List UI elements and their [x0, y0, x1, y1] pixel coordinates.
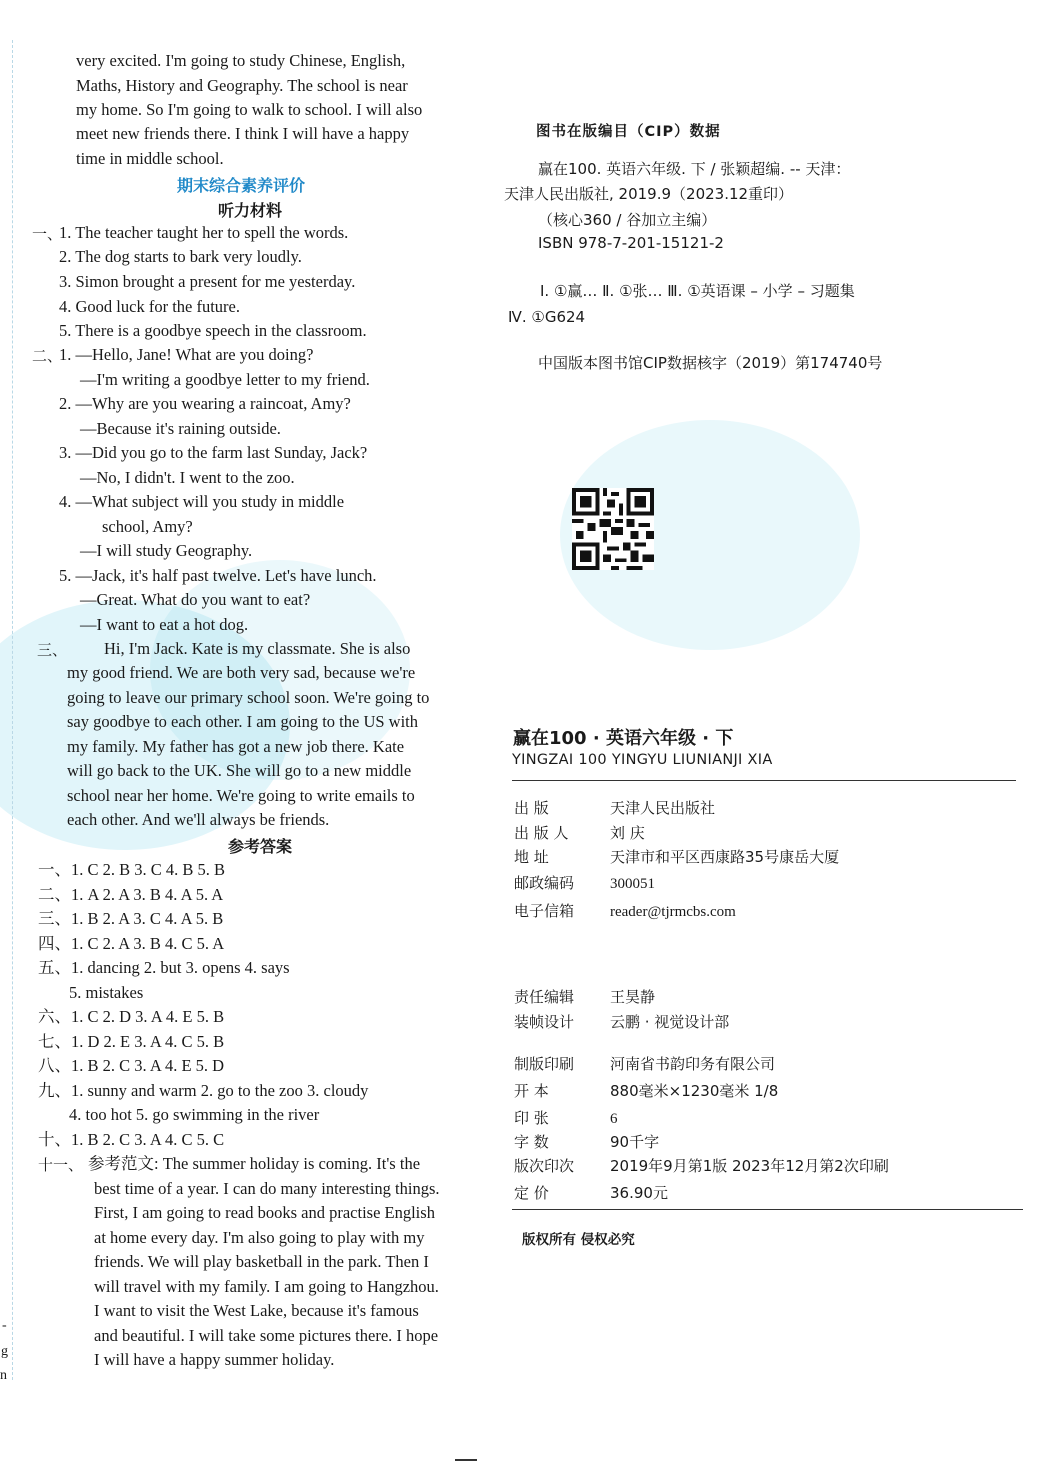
imprint-row: 字 数 90千字 — [514, 1133, 660, 1151]
answer-line: 一、1. C 2. B 3. C 4. B 5. B — [38, 860, 226, 879]
imprint-row: 电子信箱 reader@tjrmcbs.com — [514, 902, 736, 920]
dialogue-line: school, Amy? — [102, 517, 193, 536]
margin-fragment: g — [1, 1344, 8, 1359]
prev-passage-line: my home. So I'm going to walk to school. I will also — [76, 100, 423, 119]
answer-line: 四、1. C 2. A 3. B 4. C 5. A — [38, 934, 225, 953]
dialogue-line: —I'm writing a goodbye letter to my friend. — [80, 370, 370, 389]
answers-title: 参考答案 — [228, 837, 293, 856]
passage-line: will go back to the UK. She will go to a new middle — [67, 761, 412, 780]
answer-line: 5. mistakes — [69, 983, 144, 1002]
essay-line: I will have a happy summer holiday. — [94, 1350, 335, 1369]
imprint-row: 出 版 天津人民出版社 — [514, 799, 716, 817]
passage-line: Hi, I'm Jack. Kate is my classmate. She is also — [104, 639, 411, 658]
part-marker: 三、 — [37, 641, 68, 659]
cip-line: 天津人民出版社, 2019.9（2023.12重印） — [504, 185, 794, 203]
essay-line: friends. We will play basketball in the park. Then I — [94, 1252, 429, 1271]
cip-line: （核心360 / 谷加立主编） — [538, 211, 717, 229]
dialogue-line: —Great. What do you want to eat? — [80, 590, 311, 609]
dialogue-line: —I will study Geography. — [80, 541, 253, 560]
answer-line: 八、1. B 2. C 3. A 4. E 5. D — [38, 1056, 225, 1075]
essay-line: First, I am going to read books and practise English — [94, 1203, 435, 1222]
essay-line: best time of a year. I can do many interesting things. — [94, 1179, 440, 1198]
essay-line: 参考范文: The summer holiday is coming. It's the — [88, 1154, 421, 1173]
book-title-pinyin: YINGZAI 100 YINGYU LIUNIANJI XIA — [512, 752, 773, 768]
margin-fragment: n — [0, 1368, 7, 1383]
cip-line: 赢在100. 英语六年级. 下 / 张颖超编. -- 天津： — [538, 160, 851, 178]
answer-line: 4. too hot 5. go swimming in the river — [69, 1105, 320, 1124]
imprint-row: 邮政编码 300051 — [514, 874, 655, 892]
passage-line: each other. And we'll always be friends. — [67, 810, 330, 829]
passage-line: my good friend. We are both very sad, because we're — [67, 663, 416, 682]
essay-line: at home every day. I'm also going to play with my — [94, 1228, 425, 1247]
imprint-row: 印 张 6 — [514, 1109, 618, 1127]
answer-line: 七、1. D 2. E 3. A 4. C 5. B — [38, 1032, 225, 1051]
book-title: 赢在100 · 英语六年级 · 下 — [513, 728, 734, 749]
listening-title: 听力材料 — [218, 201, 283, 220]
section-title: 期末综合素养评价 — [177, 176, 306, 195]
answer-line: 五、1. dancing 2. but 3. opens 4. says — [38, 958, 290, 977]
dialogue-line: —I want to eat a hot dog. — [80, 615, 249, 634]
answer-line: 六、1. C 2. D 3. A 4. E 5. B — [38, 1007, 225, 1026]
passage-line: school near her home. We're going to write emails to — [67, 786, 415, 805]
email-link[interactable]: reader@tjrmcbs.com — [610, 904, 736, 920]
dialogue-line: 3. —Did you go to the farm last Sunday, Jack? — [59, 443, 368, 462]
margin-dashed-line — [12, 40, 13, 1380]
imprint-row: 装帧设计 云鹏 · 视觉设计部 — [514, 1013, 730, 1031]
answer-line: 九、1. sunny and warm 2. go to the zoo 3. cloudy — [38, 1081, 369, 1100]
dialogue-line: —Because it's raining outside. — [80, 419, 281, 438]
imprint-row: 定 价 36.90元 — [514, 1184, 668, 1202]
dialogue-line: 2. —Why are you wearing a raincoat, Amy? — [59, 394, 351, 413]
qr-code-icon[interactable] — [572, 488, 654, 570]
answer-line: 十、1. B 2. C 3. A 4. C 5. C — [38, 1130, 225, 1149]
dialogue-line: 5. —Jack, it's half past twelve. Let's have lunch. — [59, 566, 377, 585]
cip-line: ISBN 978-7-201-15121-2 — [538, 234, 724, 252]
answer-line: 三、1. B 2. A 3. C 4. A 5. B — [38, 909, 224, 928]
prev-passage-line: meet new friends there. I think I will have a happy — [76, 124, 410, 143]
prev-passage-line: very excited. I'm going to study Chinese, English, — [76, 51, 406, 70]
imprint-row: 版次印次 2019年9月第1版 2023年12月第2次印刷 — [514, 1157, 889, 1175]
imprint-divider — [512, 1209, 1023, 1210]
dialogue-line: 1. —Hello, Jane! What are you doing? — [59, 345, 314, 364]
essay-line: I want to visit the West Lake, because it's famous — [94, 1301, 419, 1320]
imprint-row: 出 版 人 刘 庆 — [514, 824, 645, 842]
dialogue-line: 4. —What subject will you study in middle — [59, 492, 345, 511]
listening-line: 5. There is a goodbye speech in the classroom. — [59, 321, 367, 340]
part-marker: 十一、 — [38, 1156, 84, 1174]
imprint-row: 制版印刷 河南省书韵印务有限公司 — [514, 1055, 776, 1073]
copyright-notice: 版权所有 侵权必究 — [522, 1232, 635, 1248]
dialogue-line: —No, I didn't. I went to the zoo. — [80, 468, 295, 487]
passage-line: my family. My father has got a new job there. Kate — [67, 737, 405, 756]
imprint-row: 开 本 880毫米×1230毫米 1/8 — [514, 1082, 779, 1100]
imprint-row: 地 址 天津市和平区西康路35号康岳大厦 — [514, 848, 840, 866]
listening-line: 2. The dog starts to bark very loudly. — [59, 247, 302, 266]
passage-line: say goodbye to each other. I am going to the US with — [67, 712, 419, 731]
listening-line: 4. Good luck for the future. — [59, 297, 240, 316]
classification-line: Ⅰ. ①赢… Ⅱ. ①张… Ⅲ. ①英语课 – 小学 – 习题集 — [540, 282, 855, 300]
essay-line: will travel with my family. I am going to Hangzhou. — [94, 1277, 439, 1296]
listening-line: 1. The teacher taught her to spell the words. — [59, 223, 349, 242]
margin-fragment: - — [2, 1318, 7, 1333]
imprint-row: 责任编辑 王昊静 — [514, 988, 656, 1006]
listening-line: 3. Simon brought a present for me yesterday. — [59, 272, 356, 291]
essay-line: and beautiful. I will take some pictures there. I hope — [94, 1326, 439, 1345]
classification-line: Ⅳ. ①G624 — [508, 308, 586, 326]
cip-verify-number: 中国版本图书馆CIP数据核字（2019）第174740号 — [538, 354, 883, 372]
prev-passage-line: Maths, History and Geography. The school is near — [76, 76, 408, 95]
prev-passage-line: time in middle school. — [76, 149, 224, 168]
answer-line: 二、1. A 2. A 3. B 4. A 5. A — [38, 885, 224, 904]
passage-line: going to leave our primary school soon. We're going to — [67, 688, 430, 707]
part-marker: 一、 — [32, 225, 63, 243]
page-number-mark — [455, 1459, 477, 1461]
cip-title: 图书在版编目（CIP）数据 — [536, 124, 721, 140]
part-marker: 二、 — [32, 347, 63, 365]
title-divider — [512, 780, 1016, 781]
